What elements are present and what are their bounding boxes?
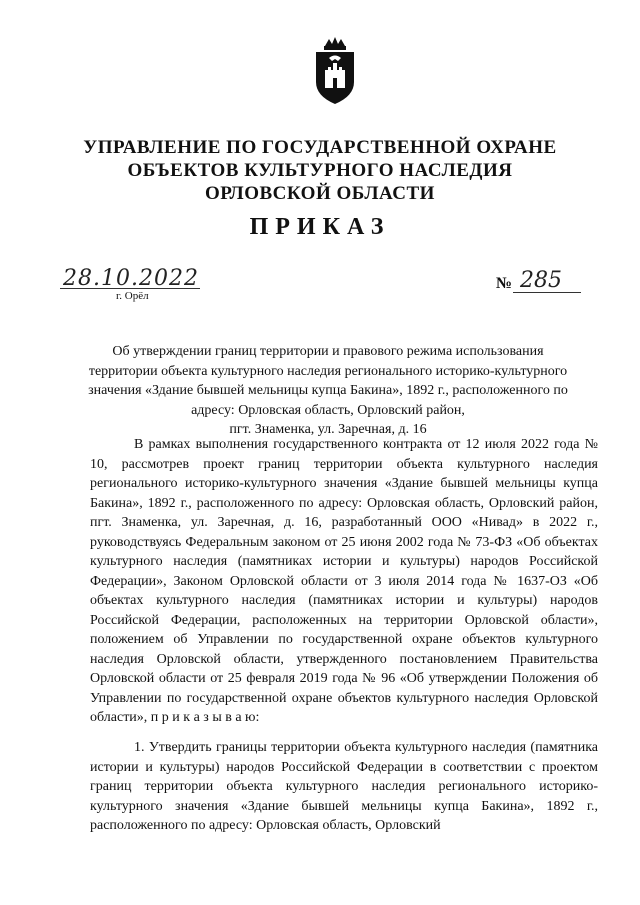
- title-line: адресу: Орловская область, Орловский район,: [191, 402, 465, 418]
- document-type: ПРИКАЗ: [249, 214, 391, 240]
- date-underline: [60, 288, 200, 289]
- title-line: территории объекта культурного наследия регионального историко-культурного: [88, 363, 568, 379]
- body-paragraph-preamble: В рамках выполнения государственного контракта от 12 июля 2022 года № 10, рассмотрев проект границ территории объекта культурного наследия регионального историко-культурного значения «Здание бывшей мельницы купца Бакина», 1892 г., расположенного по адресу: Орловская область, Орловский район, пгт. Знаменка, ул. Заречная, д. 16, разработанный ООО «Нивад» в 2022 г., руководствуясь Федеральным законом от 25 июня 2002 года № 73-ФЗ «Об объектах культурного наследия (памятниках истории и культуры) народов Российской Федерации», Законом Орловской области от 3 июля 2014 года № 1637-ОЗ «Об объектах культурного наследия (памятниках истории и культуры) народов Российской Федерации, расположенных на территории Орловской области», положением об Управлении по государственной охране объектов культурного наследия Орловской области, утвержденного постановлением Правительства Орловской области от 25 февраля 2019 года № 96 «Об утверждении Положения об Управлении по государственной охране объектов культурного наследия Орловской области», п р и к а з ы в а ю:: [90, 437, 598, 725]
- order-number: 285: [520, 268, 562, 293]
- coat-of-arms-icon: [313, 36, 357, 106]
- city: г. Орёл: [116, 290, 149, 302]
- organization-name-line-1: УПРАВЛЕНИЕ ПО ГОСУДАРСТВЕННОЙ ОХРАНЕ: [83, 137, 557, 158]
- body-paragraph-item-1: 1. Утвердить границы территории объекта культурного наследия (памятника истории и культуры) народов Российской Федерации в соответствии с проектом границ территории объекта культурного наследия регионального историко-культурного значения «Здание бывшей мельницы купца Бакина», 1892 г., расположенного по адресу: Орловская область, Орловский: [90, 740, 598, 833]
- organization-name-line-2: ОБЪЕКТОВ КУЛЬТУРНОГО НАСЛЕДИЯ: [127, 160, 513, 181]
- order-date: 28.10.2022: [63, 266, 199, 291]
- title-line: значения «Здание бывшей мельницы купца Бакина», 1892 г., расположенного по: [88, 383, 568, 398]
- title-line: пгт. Знаменка, ул. Заречная, д. 16: [229, 422, 427, 437]
- organization-name-line-3: ОРЛОВСКОЙ ОБЛАСТИ: [205, 183, 435, 204]
- order-title: [78, 342, 578, 440]
- number-underline: [513, 292, 581, 293]
- number-label: №: [496, 275, 513, 292]
- title-line: Об утверждении границ территории и правового режима использования: [112, 344, 544, 359]
